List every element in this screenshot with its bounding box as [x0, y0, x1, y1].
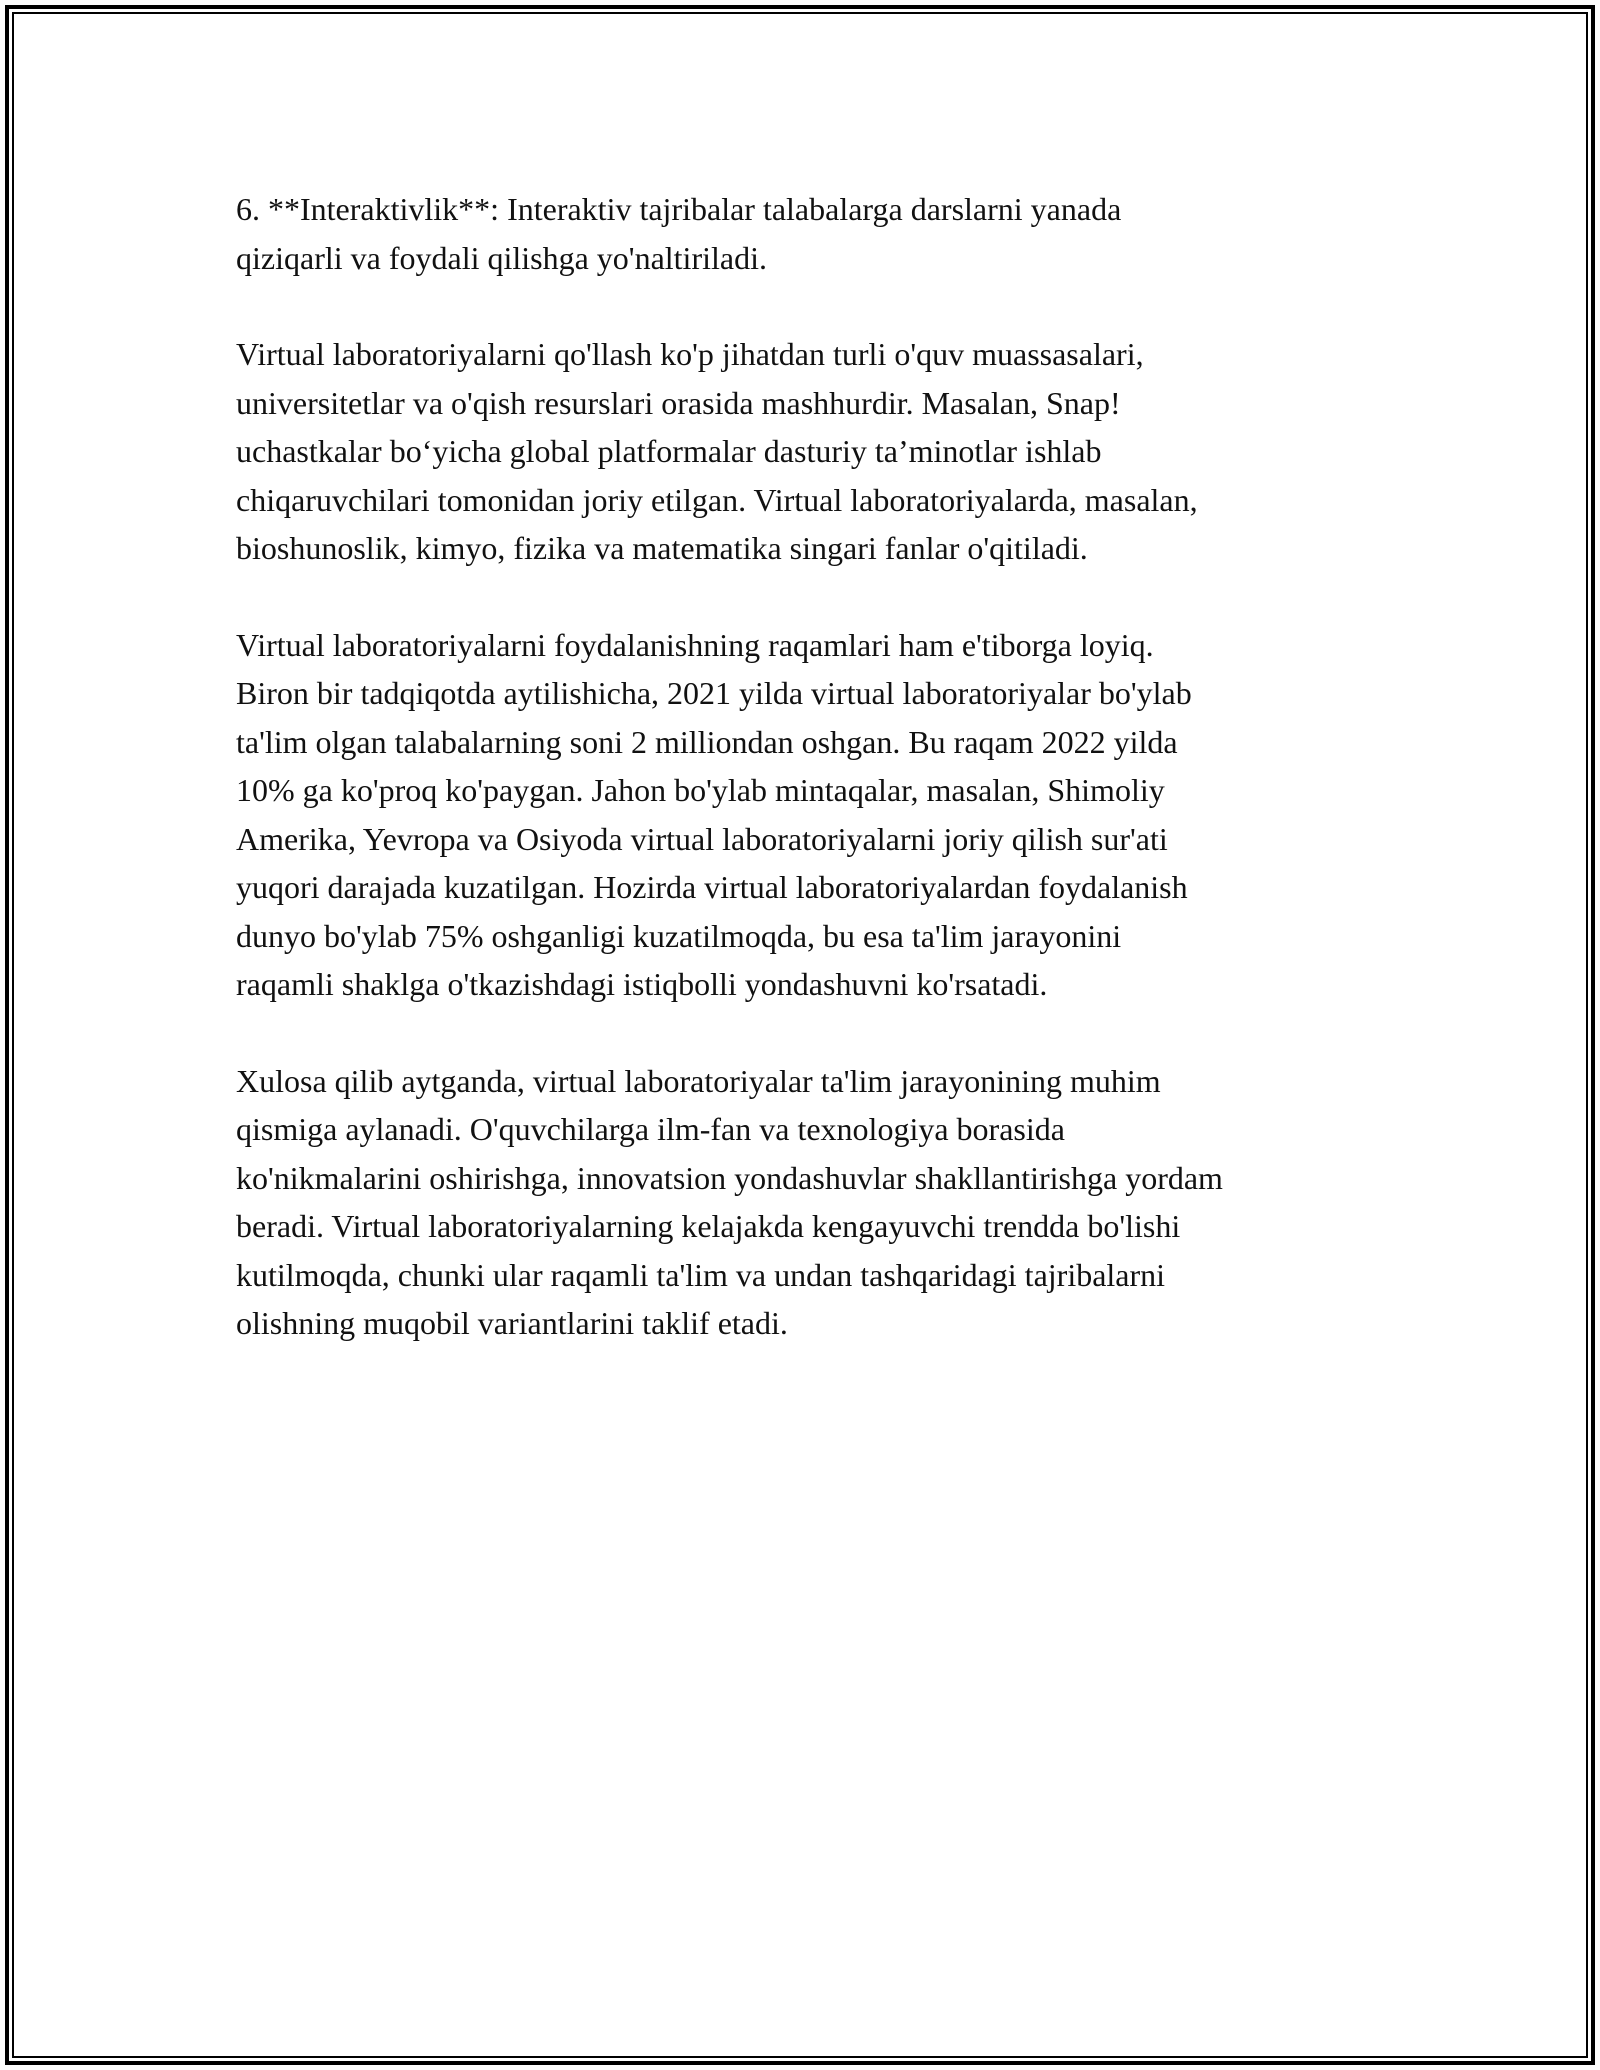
- text-line: bioshunoslik, kimyo, fizika va matematika singari fanlar o'qitiladi.: [236, 530, 1088, 566]
- text-line: uchastkalar bo‘yicha global platformalar dasturiy ta’minotlar ishlab: [236, 433, 1102, 469]
- text-line: Virtual laboratoriyalarni foydalanishning raqamlari ham e'tiborga loyiq.: [236, 626, 1154, 663]
- text-line: olishning muqobil variantlarini taklif etadi.: [236, 1305, 788, 1341]
- paragraph-virtual-labs-statistics: [236, 621, 1386, 1009]
- text-line: 10% ga ko'proq ko'paygan. Jahon bo'ylab mintaqalar, masalan, Shimoliy: [236, 772, 1165, 808]
- text-line: yuqori darajada kuzatilgan. Hozirda virtual laboratoriyalardan foydalanish: [236, 869, 1188, 905]
- text-line: qiziqarli va foydali qilishga yo'naltiriladi.: [236, 239, 767, 276]
- text-line: Virtual laboratoriyalarni qo'llash ko'p jihatdan turli o'quv muassasalari,: [236, 336, 1144, 372]
- paragraph-interaktivlik: [236, 185, 1386, 282]
- paragraph-virtual-labs-usage: [236, 330, 1386, 573]
- text-line: dunyo bo'ylab 75% oshganligi kuzatilmoqda, bu esa ta'lim jarayonini: [236, 917, 1122, 954]
- text-line: raqamli shaklga o'tkazishdagi istiqbolli yondashuvni ko'rsatadi.: [236, 966, 1048, 1002]
- text-line: ko'nikmalarini oshirishga, innovatsion yondashuvlar shakllantirishga yordam: [236, 1159, 1223, 1196]
- text-line: Biron bir tadqiqotda aytilishicha, 2021 yilda virtual laboratoriyalar bo'ylab: [236, 675, 1192, 711]
- text-line: kutilmoqda, chunki ular raqamli ta'lim va undan tashqaridagi tajribalarni: [236, 1256, 1166, 1293]
- text-line: qismiga aylanadi. O'quvchilarga ilm-fan va texnologiya borasida: [236, 1111, 1065, 1147]
- document-body: [236, 185, 1386, 1396]
- text-line: ta'lim olgan talabalarning soni 2 milliondan oshgan. Bu raqam 2022 yilda: [236, 723, 1178, 760]
- text-line: chiqaruvchilari tomonidan joriy etilgan. Virtual laboratoriyalarda, masalan,: [236, 481, 1198, 518]
- text-line: beradi. Virtual laboratoriyalarning kelajakda kengayuvchi trendda bo'lishi: [236, 1208, 1181, 1244]
- text-line: Amerika, Yevropa va Osiyoda virtual laboratoriyalarni joriy qilish sur'ati: [236, 820, 1168, 857]
- paragraph-conclusion: [236, 1057, 1386, 1348]
- text-line: Xulosa qilib aytganda, virtual laboratoriyalar ta'lim jarayonining muhim: [236, 1062, 1161, 1099]
- text-line: 6. **Interaktivlik**: Interaktiv tajribalar talabalarga darslarni yanada: [236, 191, 1122, 227]
- text-line: universitetlar va o'qish resurslari orasida mashhurdir. Masalan, Snap!: [236, 384, 1121, 421]
